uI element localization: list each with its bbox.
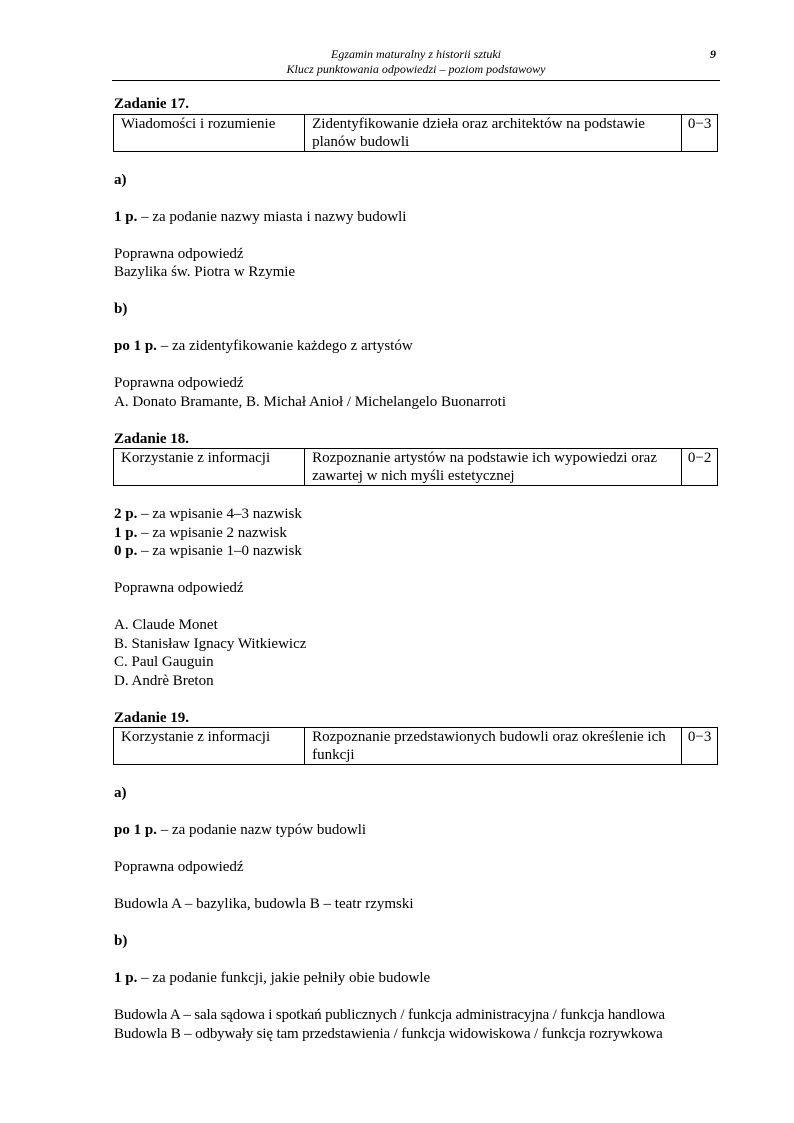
task-18-answer-item: D. Andrè Breton bbox=[114, 672, 214, 689]
task-18-scoring-points: 1 p. bbox=[114, 524, 138, 541]
task-18-skill-area: Korzystanie z informacji bbox=[114, 449, 305, 486]
task-19b-scoring bbox=[114, 969, 720, 988]
page-number: 9 bbox=[710, 47, 716, 61]
task-19-criteria-row bbox=[114, 728, 718, 765]
task-18-scoring-line bbox=[114, 542, 720, 561]
task-18-scoring-desc: – za wpisanie 4–3 nazwisk bbox=[137, 506, 302, 522]
task-19a-answer: Budowla A – bazylika, budowla B – teatr rzymski bbox=[114, 896, 414, 912]
task-18-scoring-desc: – za wpisanie 1–0 nazwisk bbox=[137, 543, 302, 559]
task-17b-correct-label: Poprawna odpowiedź bbox=[114, 375, 244, 391]
task-18-criteria-table bbox=[113, 448, 718, 486]
task-18-scoring-line bbox=[114, 524, 720, 543]
task-18-scoring-points: 0 p. bbox=[114, 543, 138, 559]
task-18-scoring-line bbox=[114, 505, 720, 524]
task-17a-points: 1 p. bbox=[114, 208, 138, 225]
page-header bbox=[112, 47, 720, 81]
task-17a-correct-label: Poprawna odpowiedź bbox=[114, 245, 244, 262]
task-17-title: Zadanie 17. bbox=[114, 96, 190, 112]
task-17a-label: a) bbox=[114, 171, 127, 188]
task-17-criteria-row bbox=[114, 114, 718, 151]
task-18-scoring-desc: – za wpisanie 2 nazwisk bbox=[137, 524, 287, 541]
task-19b-answer-building-b: Budowla B – odbywały się tam przedstawienia / funkcja widowiskowa / funkcja rozrywkowa bbox=[114, 1025, 663, 1042]
task-17-points-range: 0−3 bbox=[682, 114, 718, 151]
task-18 bbox=[114, 430, 720, 691]
task-19a-scoring bbox=[114, 821, 720, 840]
task-17b-scoring-desc: – za zidentyfikowanie każdego z artystów bbox=[156, 338, 413, 354]
task-17-requirement: Zidentyfikowanie dzieła oraz architektów na podstawie planów budowli bbox=[305, 114, 682, 151]
task-18-criteria-row bbox=[114, 449, 718, 486]
task-19a-correct-label: Poprawna odpowiedź bbox=[114, 859, 244, 875]
task-18-correct-label: Poprawna odpowiedź bbox=[114, 580, 244, 596]
task-18-scoring-points: 2 p. bbox=[114, 506, 138, 522]
task-19b-label: b) bbox=[114, 933, 128, 949]
task-18-points-range: 0−2 bbox=[682, 449, 718, 486]
task-19b-scoring-desc: – za podanie funkcji, jakie pełniły obie budowle bbox=[137, 970, 431, 986]
task-17-skill-area: Wiadomości i rozumienie bbox=[114, 114, 305, 151]
task-17b-points: po 1 p. bbox=[114, 338, 157, 354]
task-19a-label: a) bbox=[114, 785, 127, 801]
task-17a-scoring-desc: – za podanie nazwy miasta i nazwy budowli bbox=[137, 208, 407, 225]
task-19-skill-area: Korzystanie z informacji bbox=[114, 728, 305, 765]
page-content bbox=[114, 95, 720, 1043]
task-19 bbox=[114, 709, 720, 1044]
task-19a-points: po 1 p. bbox=[114, 822, 157, 838]
task-18-answer-item: A. Claude Monet bbox=[114, 617, 218, 633]
task-19-title: Zadanie 19. bbox=[114, 709, 190, 726]
task-17-criteria-table bbox=[113, 114, 718, 152]
task-17a-answer: Bazylika św. Piotra w Rzymie bbox=[114, 264, 296, 280]
task-19b-points: 1 p. bbox=[114, 970, 138, 986]
task-17b-label: b) bbox=[114, 301, 128, 317]
task-19-requirement: Rozpoznanie przedstawionych budowli oraz określenie ich funkcji bbox=[305, 728, 682, 765]
task-19a-scoring-desc: – za podanie nazw typów budowli bbox=[156, 822, 367, 838]
task-17b-answer: A. Donato Bramante, B. Michał Anioł / Michelangelo Buonarroti bbox=[114, 393, 507, 410]
task-19b-answer-building-a: Budowla A – sala sądowa i spotkań publicznych / funkcja administracyjna / funkcja handlowa bbox=[114, 1007, 665, 1023]
task-17a-scoring bbox=[114, 208, 720, 227]
task-17 bbox=[114, 95, 720, 411]
task-18-answer-item: C. Paul Gauguin bbox=[114, 654, 214, 670]
header-key-title: Klucz punktowania odpowiedzi – poziom podstawowy bbox=[286, 62, 546, 76]
task-18-requirement: Rozpoznanie artystów na podstawie ich wypowiedzi oraz zawartej w nich myśli estetycznej bbox=[305, 449, 682, 486]
task-19-criteria-table bbox=[113, 727, 718, 765]
task-19-points-range: 0−3 bbox=[682, 728, 718, 765]
task-17b-scoring bbox=[114, 337, 720, 356]
header-exam-title: Egzamin maturalny z historii sztuki bbox=[330, 47, 501, 61]
task-18-title: Zadanie 18. bbox=[114, 430, 190, 447]
task-18-answer-item: B. Stanisław Ignacy Witkiewicz bbox=[114, 635, 307, 652]
